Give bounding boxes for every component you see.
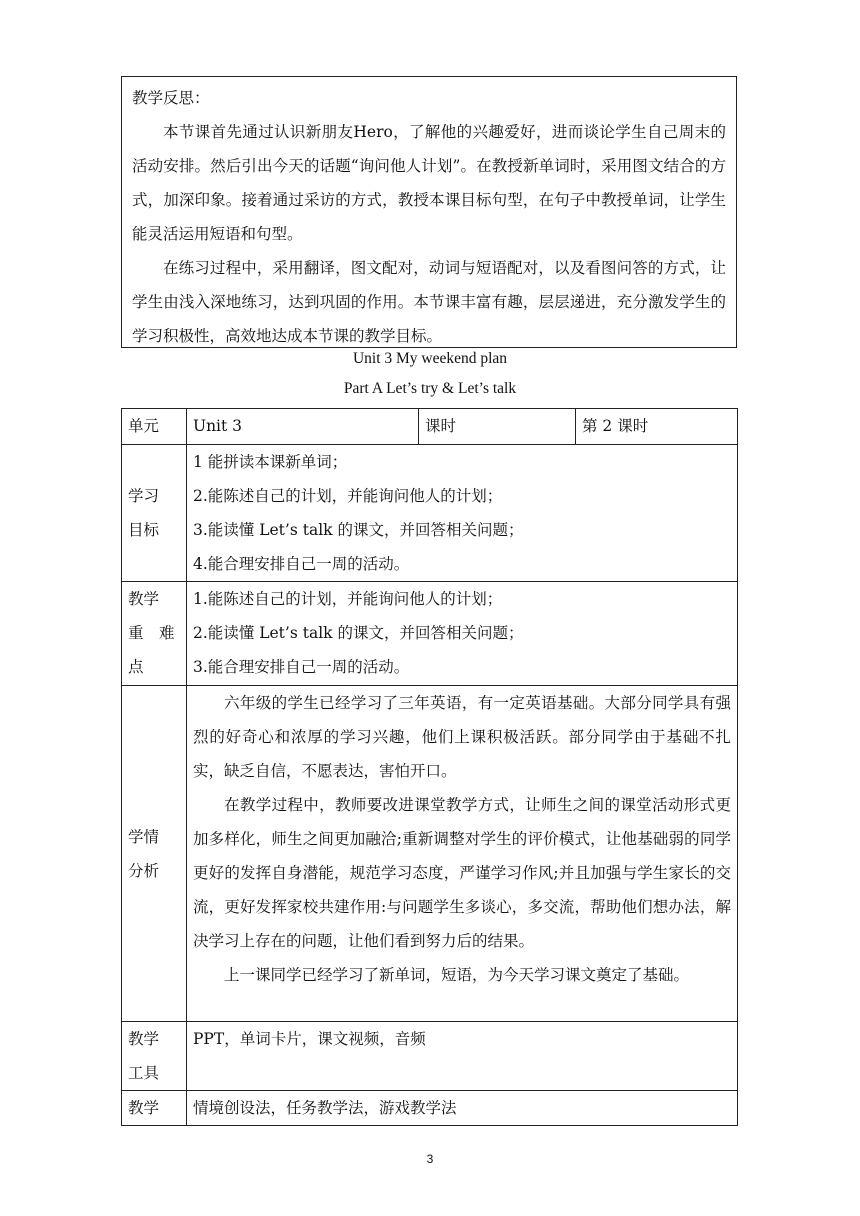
methods-label-cell: 教学: [122, 1091, 187, 1126]
methods-value: 情境创设法，任务教学法，游戏教学法: [193, 1099, 457, 1117]
tools-cell: [187, 1022, 738, 1091]
analysis-paragraph: 六年级的学生已经学习了三年英语，有一定英语基础。大部分同学具有强烈的好奇心和浓厚的学习兴趣，他们上课积极活跃。部分同学由于基础不扎实，缺乏自信，不愿表达，害怕开口。: [193, 694, 731, 780]
methods-cell: [187, 1091, 738, 1126]
reflection-paragraph: 在练习过程中，采用翻译，图文配对，动词与短语配对，以及看图问答的方式，让学生由浅入深地练习，达到巩固的作用。本节课丰富有趣，层层递进，充分激发学生的学习积极性，高效地达成本节课的教学目标。: [132, 259, 726, 345]
reflection-heading: 教学反思：: [132, 89, 210, 107]
objective-item: 2.能陈述自己的计划，并能询问他人的计划；: [193, 487, 503, 505]
objective-item: 3.能读懂 Let’s talk 的课文，并回答相关问题；: [193, 521, 524, 539]
table-row: [122, 1022, 738, 1091]
lesson-plan-table: [121, 408, 738, 1126]
analysis-label-cell: 学情 分析: [122, 686, 187, 1022]
reflection-box: [121, 76, 737, 348]
keypoint-item: 2.能读懂 Let’s talk 的课文，并回答相关问题；: [193, 624, 524, 642]
objectives-label-cell: 学习 目标: [122, 445, 187, 582]
table-row: [122, 409, 738, 445]
lesson-title: Unit 3 My weekend plan: [352, 350, 508, 367]
table-row: [122, 1091, 738, 1126]
lesson-subtitle: Part A Let’s try & Let’s talk: [343, 380, 517, 397]
analysis-paragraph: 上一课同学已经学习了新单词，短语，为今天学习课文奠定了基础。: [224, 966, 690, 984]
period-value-cell: 第 2 课时: [576, 409, 738, 445]
objective-item: 4.能合理安排自己一周的活动。: [193, 555, 410, 573]
keypoint-item: 1.能陈述自己的计划，并能询问他人的计划；: [193, 590, 503, 608]
keypoints-label-cell: 教学 重 难 点: [122, 582, 187, 686]
tools-value: PPT，单词卡片，课文视频，音频: [193, 1030, 426, 1048]
period-label-cell: 课时: [419, 409, 576, 445]
keypoint-item: 3.能合理安排自己一周的活动。: [193, 658, 410, 676]
page-number: 3: [426, 1152, 434, 1166]
tools-label-cell: 教学 工具: [122, 1022, 187, 1091]
analysis-paragraph: 在教学过程中，教师要改进课堂教学方式，让师生之间的课堂活动形式更加多样化，师生之间更加融洽;重新调整对学生的评价模式，让他基础弱的同学更好的发挥自身潜能，规范学习态度，严谨学习作风;并且加强与学生家长的交流，更好发挥家校共建作用:与问题学生多谈心，多交流，帮助他们想办法，解决学习上存在的问题，让他们看到努力后的结果。: [193, 796, 731, 950]
unit-label-cell: 单元: [122, 409, 187, 445]
objective-item: 1 能拼读本课新单词；: [193, 453, 348, 471]
table-row: [122, 445, 738, 582]
unit-value-cell: Unit 3: [187, 409, 419, 445]
objectives-cell: [187, 445, 738, 582]
reflection-paragraph: 本节课首先通过认识新朋友Hero，了解他的兴趣爱好，进而谈论学生自己周末的活动安排。然后引出今天的话题“询问他人计划”。在教授新单词时，采用图文结合的方式，加深印象。接着通过采访的方式，教授本课目标句型，在句子中教授单词，让学生能灵活运用短语和句型。: [132, 123, 726, 243]
table-row: [122, 582, 738, 686]
table-row: [122, 686, 738, 1022]
keypoints-cell: [187, 582, 738, 686]
analysis-cell: [187, 686, 738, 1022]
